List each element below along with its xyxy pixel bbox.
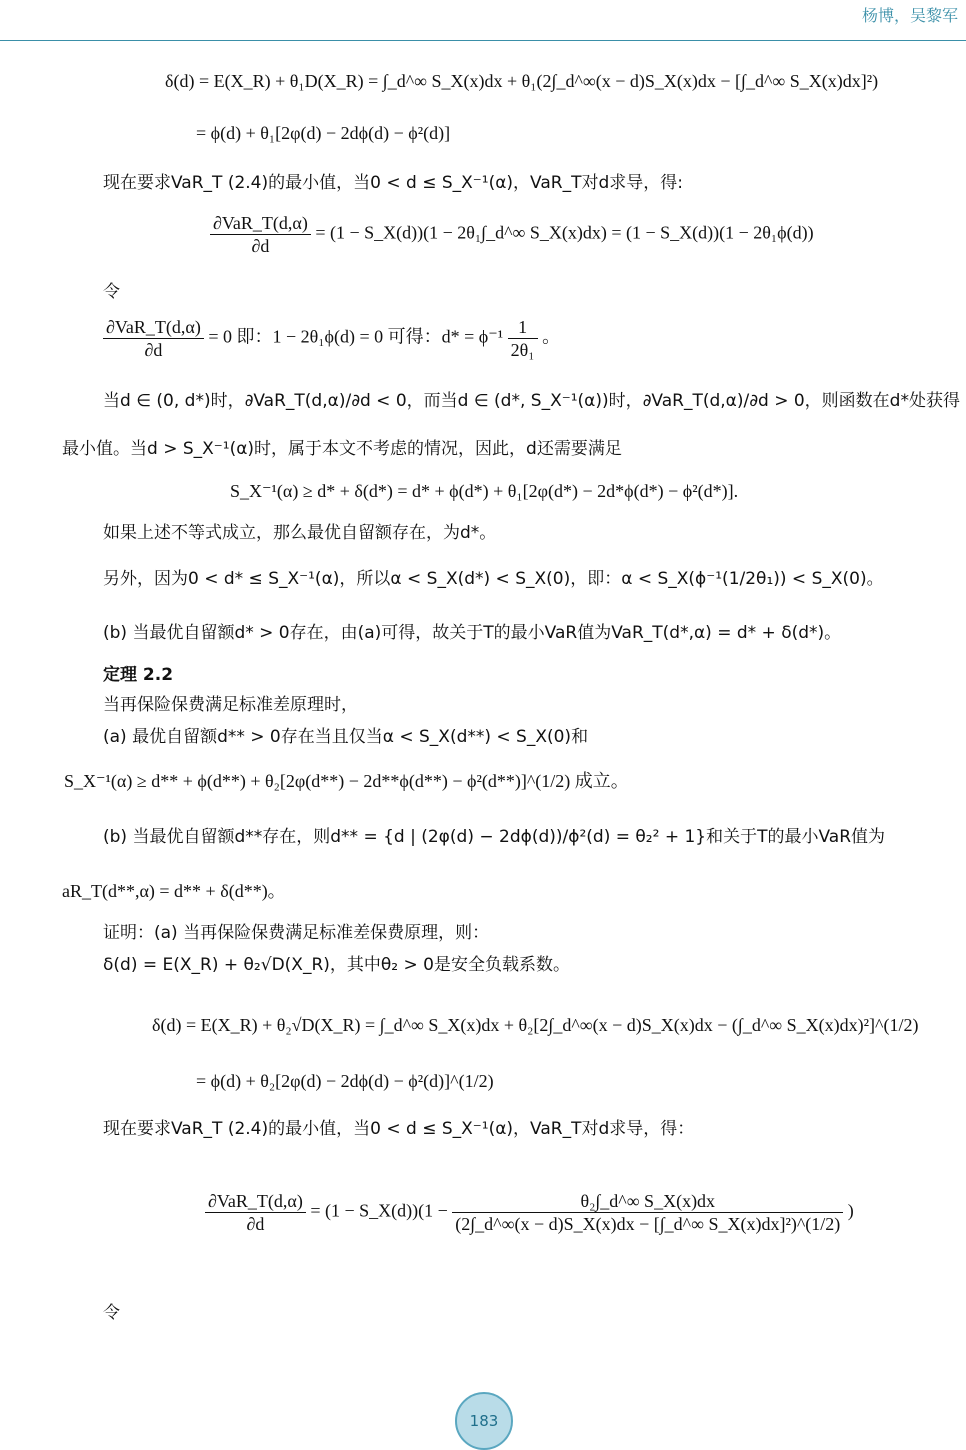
equation-delta-std-expanded: δ(d) = E(X_R) + θ₂√D(X_R) = ∫_d^∞ S_X(x)dx + θ₂[2∫_d^∞(x − d)S_X(x)dx − (∫_d^∞ S_X(x)dx)²]^(1/2) — [152, 1015, 919, 1035]
paragraph-minimum: 最小值。当d > S_X⁻¹(α)时，属于本文不考虑的情况，因此，d还需要满足 — [62, 439, 622, 459]
paragraph-proof: 证明：(a) 当再保险保费满足标准差保费原理，则： — [103, 923, 490, 943]
set-zero-end: 。 — [542, 326, 561, 347]
optimal-fraction — [508, 316, 538, 361]
theorem-title: 定理 2.2 — [103, 665, 174, 685]
fraction-denominator: ∂d — [246, 1214, 265, 1234]
paragraph-monotonic: 当d ∈ (0, d*)时，∂VaR_T(d,α)/∂d < 0，而当d ∈ (d*, S_X⁻¹(α))时，∂VaR_T(d,α)/∂d > 0，则函数在d*处获得 — [103, 391, 960, 411]
equation-delta-std-phi: = ϕ(d) + θ₂[2φ(d) − 2dϕ(d) − ϕ²(d)]^(1/2) — [196, 1071, 494, 1091]
fraction-denominator: 2θ₁ — [510, 340, 535, 360]
fraction-numerator: ∂VaR_T(d,α) — [103, 316, 204, 339]
fraction-numerator: ∂VaR_T(d,α) — [210, 212, 311, 235]
equation-set-zero — [103, 316, 560, 361]
equation-delta-expanded: δ(d) = E(X_R) + θ₁D(X_R) = ∫_d^∞ S_X(x)dx + θ₁(2∫_d^∞(x − d)S_X(x)dx − [∫_d^∞ S_X(x)dx]²) — [165, 71, 879, 91]
paragraph-ling-1: 令 — [103, 282, 120, 302]
derivative-rhs: = (1 − S_X(d))(1 − 2θ₁∫_d^∞ S_X(x)dx) = (1 − S_X(d))(1 − 2θ₁ϕ(d)) — [315, 222, 814, 243]
paragraph-theorem-b: (b) 当最优自留额d**存在，则d** = {d | (2φ(d) − 2dϕ(d))/ϕ²(d) = θ₂² + 1}和关于T的最小VaR值为 — [103, 827, 886, 847]
fraction-numerator: θ₂∫_d^∞ S_X(x)dx — [452, 1190, 843, 1213]
paragraph-minimize-2: 现在要求VaR_T (2.4)的最小值，当0 < d ≤ S_X⁻¹(α)，VaR_T对d求导，得： — [103, 1119, 695, 1139]
paragraph-bounds: 另外，因为0 < d* ≤ S_X⁻¹(α)，所以α < S_X(d*) < S_X(0)，即：α < S_X(ϕ⁻¹(1/2θ₁)) < S_X(0)。 — [103, 569, 884, 589]
fraction-denominator: (2∫_d^∞(x − d)S_X(x)dx − [∫_d^∞ S_X(x)dx]²)^(1/2) — [455, 1214, 841, 1234]
paragraph-delta-std: δ(d) = E(X_R) + θ₂√D(X_R)，其中θ₂ > 0是安全负载系数。 — [103, 955, 570, 975]
paragraph-existence: 如果上述不等式成立，那么最优自留额存在，为d*。 — [103, 523, 497, 543]
derivative-fraction — [205, 1190, 306, 1235]
equation-min-var: aR_T(d**,α) = d** + δ(d**)。 — [62, 881, 286, 901]
page-number: 183 — [455, 1392, 513, 1450]
paragraph-theorem-a: (a) 最优自留额d** > 0存在当且仅当α < S_X(d**) < S_X(0)和 — [103, 727, 589, 747]
derivative2-fraction — [452, 1190, 843, 1235]
derivative2-post: ) — [847, 1200, 854, 1221]
derivative-fraction — [210, 212, 311, 257]
paragraph-std-principle: 当再保险保费满足标准差原理时， — [103, 695, 358, 715]
equation-condition-2: S_X⁻¹(α) ≥ d** + ϕ(d**) + θ₂[2φ(d**) − 2d**ϕ(d**) − ϕ²(d**)]^(1/2) 成立。 — [64, 771, 629, 791]
fraction-denominator: ∂d — [251, 236, 270, 256]
equation-derivative-1 — [210, 212, 814, 257]
paragraph-ling-2: 令 — [103, 1303, 120, 1323]
paragraph-part-b: (b) 当最优自留额d* > 0存在，由(a)可得，故关于T的最小VaR值为VaR_T(d*,α) = d* + δ(d*)。 — [103, 623, 842, 643]
derivative-fraction — [103, 316, 204, 361]
page-header — [0, 0, 966, 41]
equation-derivative-2 — [205, 1190, 854, 1235]
header-authors: 杨博，吴黎军 — [861, 6, 958, 25]
fraction-numerator: 1 — [508, 316, 538, 339]
equation-condition-1: S_X⁻¹(α) ≥ d* + δ(d*) = d* + ϕ(d*) + θ₁[2φ(d*) − 2d*ϕ(d*) − ϕ²(d*)]. — [230, 481, 739, 501]
paragraph-minimize: 现在要求VaR_T (2.4)的最小值，当0 < d ≤ S_X⁻¹(α)，VaR_T对d求导，得: — [103, 173, 683, 193]
fraction-denominator: ∂d — [144, 340, 163, 360]
fraction-numerator: ∂VaR_T(d,α) — [205, 1190, 306, 1213]
set-zero-text: = 0 即：1 − 2θ₁ϕ(d) = 0 可得：d* = ϕ⁻¹ — [208, 326, 504, 347]
derivative2-pre: = (1 − S_X(d))(1 − — [310, 1200, 448, 1221]
equation-delta-phi: = ϕ(d) + θ₁[2φ(d) − 2dϕ(d) − ϕ²(d)] — [196, 123, 451, 143]
